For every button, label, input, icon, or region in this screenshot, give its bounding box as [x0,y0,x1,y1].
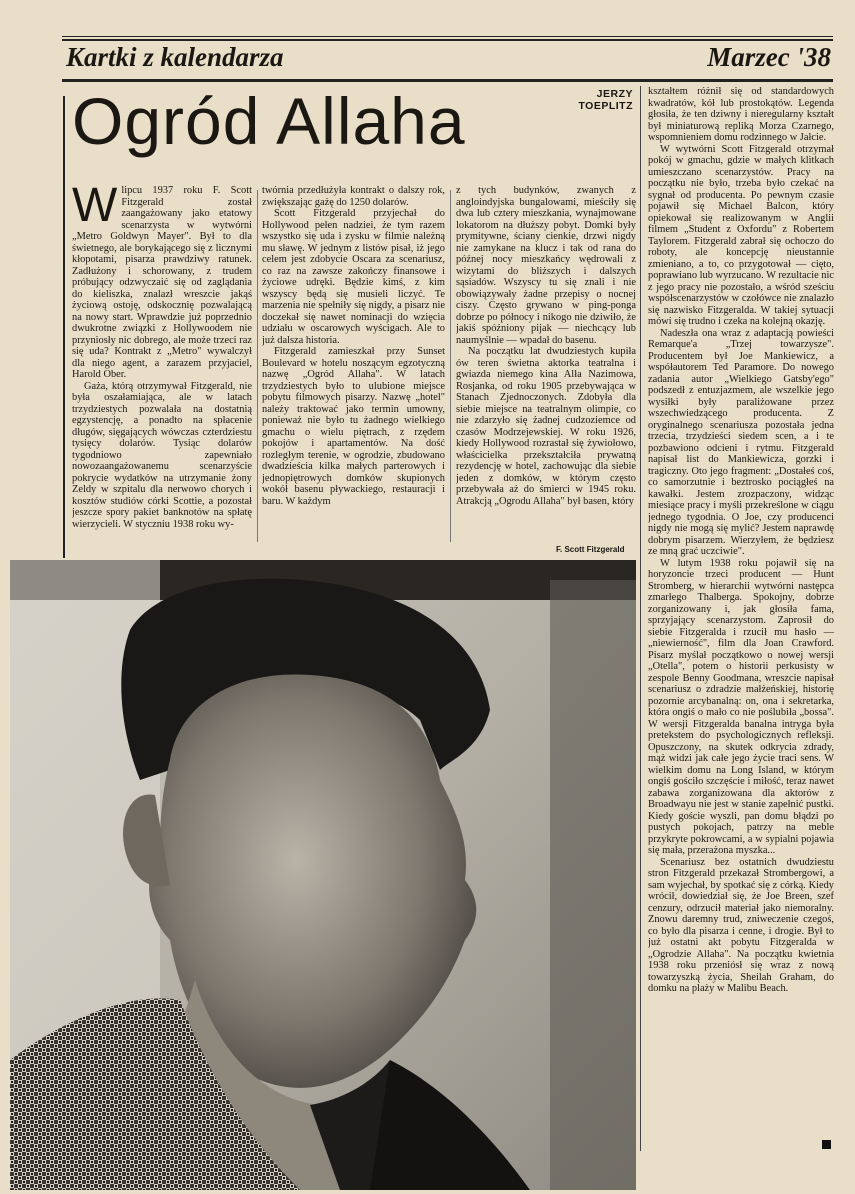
column-separator [450,190,451,542]
paragraph: Na początku lat dwudziestych kupiła ów teren świetna aktorka teatralna i gwiazda niemego kina Alła Nazimowa, Rosjanka, od roku 1905 przebywająca w Stanach Zjednoczonych. Zdobyła dla siebie miejsce na teatralnym olimpie, co nie zdarzyło się żadnej cudzoziemce od czasów Modrzejewskiej. W roku 1926, kiedy Hollywood rozrastał się żywiołowo, właścicielka przekształciła prywatną rezydencję w hotel, zachowując dla siebie jeden z domków, w którym często przebywała aż do śmierci w 1945 roku. Atrakcją „Ogrodu Allaha" był basen, który [456,346,636,507]
paragraph: W lutym 1938 roku pojawił się na horyzoncie trzeci producent — Hunt Stromberg, w hierarchii wytwórni następca zmarłego Thalberga. Spokojny, dobrze zorganizowany i, jak głosiła fama, sprzyjający scenarzystom. Zaprosił do siebie Fitzgeralda i rzucił mu hasło — „niewierność", film dla Joan Crawford. Pisarz myślał początkowo o nowej wersji „Otella", potem o historii perkusisty w zespole Benny Goodmana, wreszcie napisał scenariusz o zdradzie małżeńskiej, historię pozornie arcybanalną: on, ona i sekretarka, która ongiś o mało co nie poślubiła „bossa". W wersji Fitzgeralda banalna intryga była pretekstem do psychologicznych refleksji. Opuszczony, na skutek odkrycia zdrady, mąż widzi jak całe jego życie traci sens. W wielkim domu na Long Island, w którym ongiś gościło szczęście i miłość, teraz nawet zabawa zorganizowana dla aktorów z Broadwayu nie jest w stanie zapełnić pustki. Kiedy goście wyszli, pan domu błądzi po pustych pokojach, patrzy na meble przykryte pokrowcami, a w sypialni pojawia się mała, przerażona myszka... [648,557,834,856]
paragraph: kształtem różnił się od standardowych kwadratów, kół lub prostokątów. Legenda głosiła, że ten dziwny i nieregularny kształt był miniaturową repliką Morza Czarnego, wspomnieniem domu rodzinnego w Jałcie. [648,86,834,143]
text-column-1 [72,185,252,543]
paragraph: W wytwórni Scott Fitzgerald otrzymał pokój w gmachu, gdzie w małych klitkach umieszczano scenarzystów. Pracy na początku nie było, trzeba było czekać na sygnał od producenta. Po pewnym czasie pojawił się Michael Balcon, który opiekował się realizowanym w Anglii filmem „Student z Oxfordu" z Robertem Taylorem. Fitzgerald zabrał się ochoczo do roboty, ale koncepcję nieustannie zmieniano, a to, co przygotował — cięto, poprawiano lub wyrzucano. W rezultacie nic z jego pracy nie pozostało, a wśród sześciu współscenarzystów w czołówce nie znalazło się nazwisko Fitzgeralda. W takiej sytuacji mówi się trudno i czeka na kolejną okazję. [648,143,834,327]
portrait-photo [10,560,636,1190]
text-column-4 [648,86,834,1158]
paragraph: Scott Fitzgerald przyjechał do Hollywood pełen nadziei, że tym razem wszystko się uda i zysku w filmie należną mu sławę. W jednym z listów pisał, iż jego celem jest zdobycie Oscara za scenariusz, co raz na zawsze zakończy finansowe i życiowe udręki. Będzie kimś, z kim wszyscy będą się musieli liczyć. Te marzenia nie spełniły się nigdy, a pisarz nie doczekał się nawet nominacji do wzięcia udziału w oscarowych wyścigach. Ale to już dalsza historia. [262,208,445,346]
text-column-3 [456,185,636,543]
article-title: Ogród Allaha [72,84,466,158]
issue-date: Marzec '38 [707,42,831,72]
column-separator [257,190,258,542]
article-left-rule [63,96,65,558]
paragraph: twórnia przedłużyła kontrakt o dalszy rok, zwiększając gażę do 1250 dolarów. [262,185,445,208]
paragraph-text: lipcu 1937 roku F. Scott Fitzgerald został zaangażowany jako etatowy scenarzysta w wytwórni „Metro Goldwyn Mayer". Był to dla świetnego, ale borykającego się z licznymi kłopotami, pisarza prawdziwy ratunek. Zadłużony i schorowany, z trudem próbujący odzwyczaić się od zaglądania do kieliszka, znalazł wreszcie jakąś życiową ostoję, odskocznię pozwalającą na nowy start. Wprawdzie już poprzednio dwukrotne związki z Hollywoodem nie przyniosły nic dobrego, ale może trzeci raz się uda? Kontrakt z „Metro" wywalczył dla niego agent, a zarazem przyjaciel, Harold Ober. [72,185,252,380]
section-title: Kartki z kalendarza [66,42,284,72]
paragraph: Gaża, którą otrzymywał Fitzgerald, nie była oszałamiająca, ale w latach trzydziestych pozwalała na dostatnią egzystencję, a ponadto na spłacenie długów, sięgających wówczas czterdziestu tysięcy dolarów. Tysiąc dolarów tygodniowo zapewniało nowozaangażowanemu scenarzyście pokrycie wydatków na utrzymanie żony Zeldy w szpitalu dla nerwowo chorych i kosztów studiów córki Scottie, a pozostał jeszcze spory pakiet banknotów na spłatę wierzycieli. W styczniu 1938 roku wy- [72,380,252,530]
end-of-article-mark [822,1140,831,1149]
paragraph: z tych budynków, zwanych z angloindyjska bungalowami, mieściły się dwa lub cztery mieszkania, wynajmowane lokatorom na dłuższy pobyt. Domki były prymitywne, ściany cienkie, drzwi nigdy nie zamykane na klucz i tak od rana do późnej nocy mieszkańcy wędrowali z wizytami do bliższych i dalszych sąsiadów. Wszyscy tu się znali i nie obowiązywały żadne przepisy o nocnej ciszy. Często grywano w ping-ponga dobrze po północy i nikogo nie dziwiło, że jakiś spóźniony pijak — niechcący lub naumyślnie — wpadał do basenu. [456,185,636,346]
author-byline: JERZY TOEPLITZ [578,88,633,112]
text-column-2 [262,185,445,543]
paragraph: Nadeszła ona wraz z adaptacją powieści Remarque'a „Trzej towarzysze". Producentem był Joe Mankiewicz, a współautorem Ted Paramore. Do nowego zadania autor „Wielkiego Gatsby'ego" podszedł z entuzjazmem, ale wszelkie jego wysiłki były paraliżowane przez wszechwiedzącego producenta. Z oryginalnego scenariusza pozostała jedna trzecia, trzydzieści siedem scen, a i te pozbawiono odcieni i rytmu. Fitzgerald napisał list do Mankiewicza, gorzki i tragiczny. Oto jego fragment: „Dostałeś coś, co samorzutnie i beztrosko pociągłeś na kawałki. Jestem zrozpaczony, widząc miesiące pracy i myśli przekreślone w ciągu jednego tygodnia. O Joe, czy producenci nigdy nie mogą się mylić? Jestem naprawdę dobrym pisarzem. Wierzyłem, że będziesz ze mną grać uczciwie". [648,327,834,557]
header-top-rule [62,36,833,37]
column-divider-rule [640,86,641,1151]
paragraph [72,185,252,381]
drop-cap: W [72,185,118,232]
paragraph: Fitzgerald zamieszkał przy Sunset Boulevard w hotelu noszącym egzotyczną nazwę „Ogród Allaha". W latach trzydziestych było to ulubione miejsce pobytu filmowych pisarzy. Nazwę „hotel" należy traktować jako termin umowny, ponieważ nie było tu żadnego wielkiego gmachu o wielu piętrach, z rzędem pokojów i apartamentów. Na dość rozległym terenie, w ogrodzie, zbudowano dwadzieścia kilka małych parterowych i jednopiętrowych domków skupionych wokół basenu pływackiego, restauracji i baru. W każdym [262,346,445,507]
header-top-rule-thick [62,39,833,41]
paragraph: Scenariusz bez ostatnich dwudziestu stron Fitzgerald przekazał Strombergowi, a sam wyjechał, by spotkać się z córką. Kiedy wrócił, dowiedział się, że Joe Breen, szef cenzury, odrzucił materiał jako niemoralny. Znowu daremny trud, zniweczenie czegoś, co było dla pisarza i cenne, i drogie. Był to już ostatni akt pobytu Fitzgeralda w „Ogrodzie Allaha". Na początku kwietnia 1938 roku przeniósł się wraz z nową towarzyszką życia, Sheilah Graham, do domku na plaży w Malibu Beach. [648,856,834,994]
photo-caption: F. Scott Fitzgerald [556,545,625,554]
header-bottom-rule [62,79,833,82]
